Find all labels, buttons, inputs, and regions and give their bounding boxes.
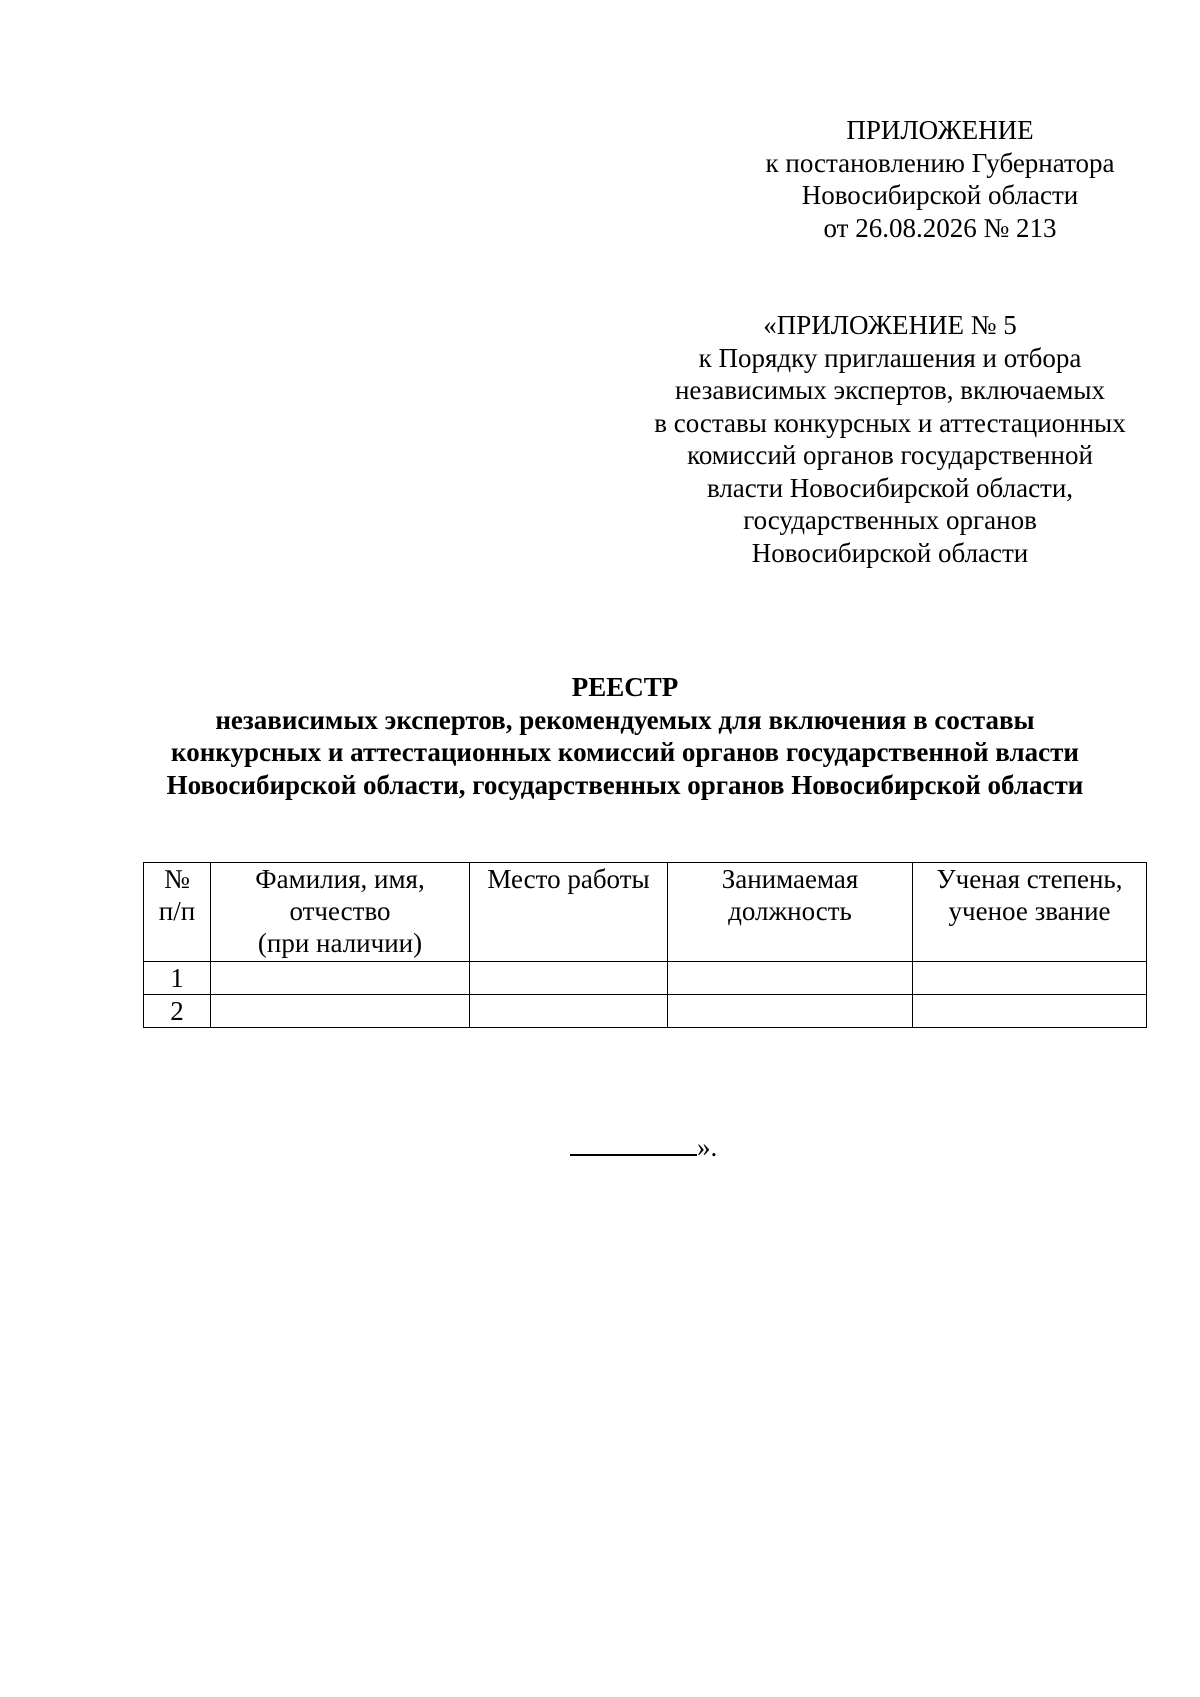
- appendix-5-line: комиссий органов государственной: [687, 440, 1093, 470]
- closing-mark: [570, 1128, 717, 1163]
- table-cell-number: 1: [144, 962, 211, 995]
- header-text: должность: [728, 896, 852, 926]
- table-cell-number: 2: [144, 995, 211, 1028]
- header-text: Ученая степень,: [936, 864, 1123, 894]
- header-text: Место работы: [487, 864, 650, 894]
- column-header-full-name: [211, 863, 470, 962]
- appendix-header: [740, 114, 1140, 244]
- appendix-5-line: независимых экспертов, включаемых: [674, 375, 1106, 405]
- appendix-5-line: «ПРИЛОЖЕНИЕ № 5: [763, 310, 1017, 340]
- table-cell: [913, 995, 1147, 1028]
- title-heading: РЕЕСТР: [571, 672, 679, 702]
- appendix-5-line: Новосибирской области: [751, 537, 1029, 568]
- appendix-line: ПРИЛОЖЕНИЕ: [846, 115, 1034, 145]
- header-text: ученое звание: [948, 896, 1111, 926]
- blank-line: [570, 1128, 697, 1156]
- table-row: [144, 962, 1147, 995]
- column-header-position: [668, 863, 913, 962]
- column-header-number: [144, 863, 211, 962]
- column-header-academic-degree: [913, 863, 1147, 962]
- table-header-row: [144, 863, 1147, 962]
- title-line: независимых экспертов, рекомендуемых для включения в составы: [215, 704, 1035, 735]
- closing-quote: ».: [697, 1132, 718, 1162]
- header-text: отчество: [289, 896, 391, 926]
- appendix-5-line: к Порядку приглашения и отбора: [698, 342, 1082, 373]
- header-text: Занимаемая: [721, 864, 859, 894]
- appendix-line: Новосибирской области: [801, 180, 1079, 210]
- appendix-5-line: в составы конкурсных и аттестационных: [654, 407, 1126, 438]
- registry-table: [143, 862, 1147, 1028]
- appendix-5-header: [620, 309, 1160, 569]
- table-cell: [668, 995, 913, 1028]
- column-header-workplace: [470, 863, 668, 962]
- header-text: Фамилия, имя,: [255, 864, 425, 894]
- table-row: [144, 995, 1147, 1028]
- header-text: №: [164, 864, 190, 894]
- title-line: Новосибирской области, государственных органов Новосибирской области: [166, 769, 1084, 800]
- table-cell: [470, 995, 668, 1028]
- header-text: п/п: [158, 896, 196, 926]
- table-cell: [470, 962, 668, 995]
- appendix-line: к постановлению Губернатора: [765, 147, 1115, 178]
- table-cell: [913, 962, 1147, 995]
- table-cell: [211, 995, 470, 1028]
- table-cell: [211, 962, 470, 995]
- appendix-5-line: власти Новосибирской области,: [706, 472, 1074, 503]
- table-cell: [668, 962, 913, 995]
- appendix-5-line: государственных органов: [743, 505, 1037, 535]
- title-line: конкурсных и аттестационных комиссий органов государственной власти: [171, 737, 1079, 767]
- appendix-line: от 26.08.2026 № 213: [823, 212, 1057, 243]
- document-title: [100, 671, 1150, 801]
- header-text: (при наличии): [257, 928, 423, 958]
